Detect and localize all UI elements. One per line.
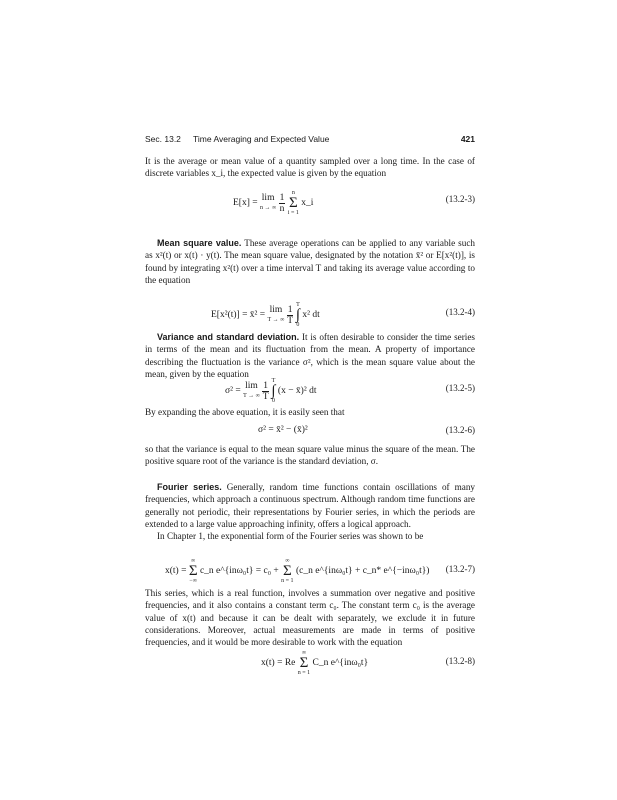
equation-number: (13.2-7) bbox=[445, 564, 475, 574]
equation-number: (13.2-3) bbox=[445, 194, 475, 204]
equation-body: x(t) = Re ∞ Σ n = 1 C_n e^{inω₀t} bbox=[261, 650, 369, 676]
variance-paragraph: Variance and standard deviation. It is often desirable to consider the time series in terms of the mean and its fluctuation from the mean. A property of importance describing the fluctuation is the variance σ², which is the mean square value about the mean, given by the equation bbox=[145, 332, 476, 379]
heading-fourier-series: Fourier series. bbox=[157, 482, 222, 492]
equation-13-2-5 bbox=[145, 374, 475, 404]
fourier-paragraph: Fourier series. Generally, random time functions contain oscillations of many frequencies, which approach a continuous spectrum. Although random time functions are generally not periodic, their representations by Fourier series, in which the periods are extended to a large value approaching infinity, offers a logical approach. In Chapter 1, the exponential form of the Fourier series was shown to be bbox=[145, 482, 476, 542]
variance-conclusion: so that the variance is equal to the mean square value minus the square of the mean. The positive square root of the variance is the standard deviation, σ. bbox=[145, 444, 475, 467]
page-number: 421 bbox=[460, 134, 475, 144]
equation-body: σ² = x̄² − (x̄)² bbox=[258, 425, 308, 435]
chapter1-sentence: In Chapter 1, the exponential form of the Fourier series was shown to be bbox=[157, 531, 424, 542]
intro-paragraph: It is the average or mean value of a quantity sampled over a long time. In the case of discrete variables x_i, the expected value is given by the equation bbox=[145, 156, 475, 179]
equation-13-2-4 bbox=[145, 298, 475, 328]
fourier-conclusion: This series, which is a real function, involves a summation over negative and positive frequencies, and it also contains a constant term c₀. The constant term c₀ is the average value of x(t) and because it can be dealt with separately, we exclude it in future considerations. Moreover, actual measurements are made in terms of positive frequencies, and it would be more desirable to work with the equation bbox=[145, 588, 475, 648]
equation-body: E[x] = lim n → ∞ $\frac{1}{n}$ n Σ i = 1 x_i bbox=[233, 190, 314, 216]
equation-13-2-8 bbox=[145, 646, 475, 674]
equation-body: E[x²(t)] = x̄² = lim T → ∞ $\frac{1}{T}$ T ∫ 0 x² dt bbox=[211, 302, 320, 328]
equation-number: (13.2-8) bbox=[445, 656, 475, 666]
equation-13-2-6 bbox=[145, 423, 475, 439]
expand-sentence: By expanding the above equation, it is easily seen that bbox=[145, 407, 345, 417]
section-label: Sec. 13.2 bbox=[145, 134, 181, 144]
heading-mean-square-value: Mean square value. bbox=[157, 238, 242, 248]
equation-13-2-7 bbox=[145, 554, 475, 582]
equation-body: x(t) = ∞ Σ −∞ c_n e^{inω₀t} = c₀ + ∞ Σ n = 1 (c_n e^{inω₀t} + c_n* e^{−inω₀t}) bbox=[165, 558, 430, 584]
mean-square-paragraph: Mean square value. These average operations can be applied to any variable such as x²(t) or x(t) · y(t). The mean square value, designated by the notation x̄² or E[x²(t)], is found by integrating x²(t) over a time interval T and taking its average value according to the equation bbox=[145, 238, 475, 285]
heading-variance: Variance and standard deviation. bbox=[157, 332, 300, 342]
equation-number: (13.2-5) bbox=[445, 383, 475, 393]
chapter-title: Time Averaging and Expected Value bbox=[193, 134, 330, 144]
equation-13-2-3 bbox=[145, 186, 475, 216]
equation-body: σ² = lim T → ∞ $\frac{1}{T}$ T ∫ 0 (x − x̄)² dt bbox=[225, 378, 317, 404]
equation-number: (13.2-6) bbox=[445, 425, 475, 435]
equation-number: (13.2-4) bbox=[445, 307, 475, 317]
